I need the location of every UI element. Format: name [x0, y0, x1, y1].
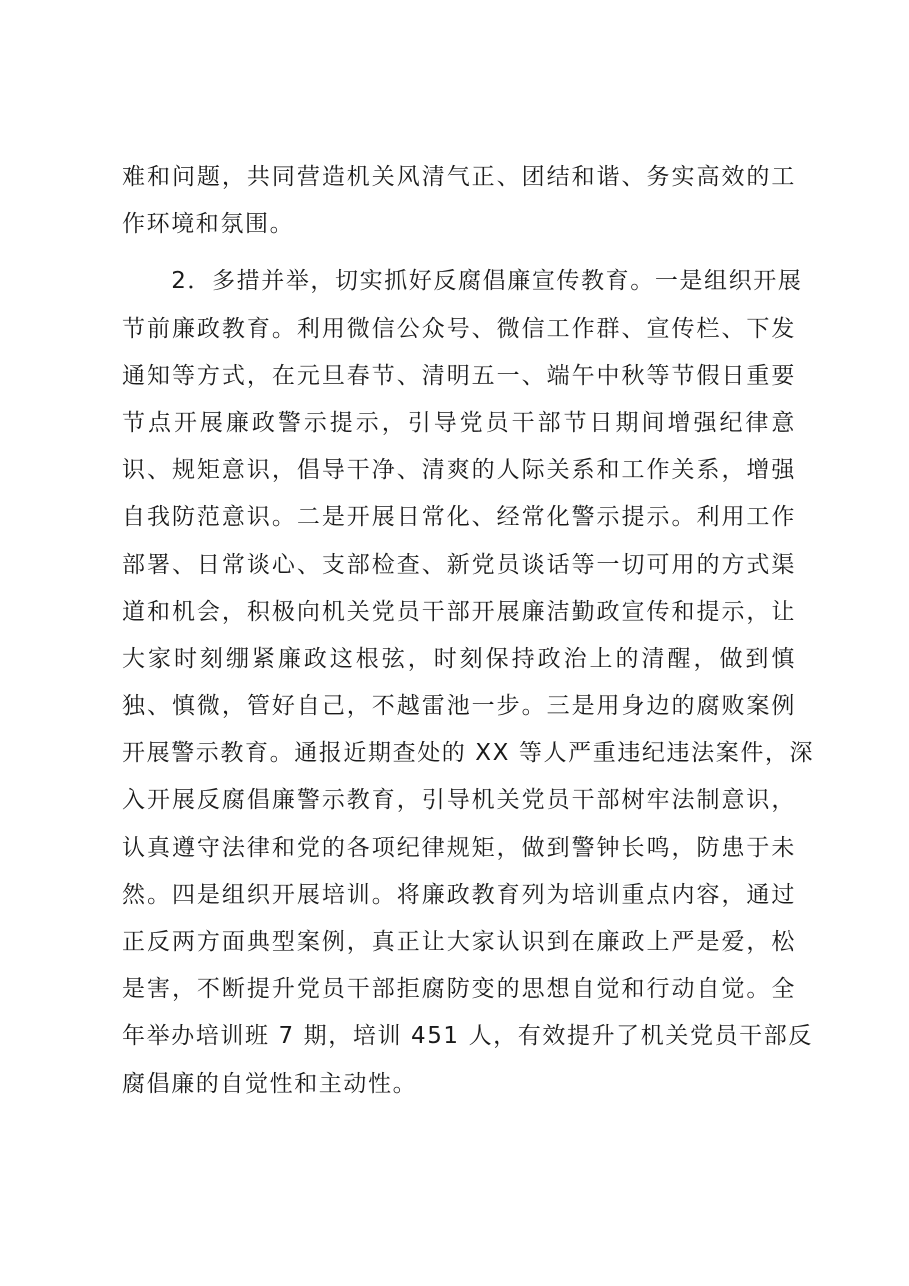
text-line: 认真遵守法律和党的各项纪律规矩，做到警钟长鸣，防患于未 — [122, 834, 796, 861]
text-line: 腐倡廉的自觉性和主动性。 — [122, 1070, 418, 1097]
text-line: 是害，不断提升党员干部拒腐防变的思想自觉和行动自觉。全 — [122, 976, 796, 1003]
text-line: 节前廉政教育。利用微信公众号、微信工作群、宣传栏、下发 — [122, 315, 796, 342]
text-line: 正反两方面典型案例，真正让大家认识到在廉政上严是爱，松 — [122, 929, 796, 955]
text-line: 入开展反腐倡廉警示教育，引导机关党员干部树牢法制意识， — [122, 787, 796, 814]
text-line: 识、规矩意识，倡导干净、清爽的人际关系和工作关系，增强 — [122, 457, 796, 484]
text-line: 大家时刻绷紧廉政这根弦，时刻保持政治上的清醒，做到慎 — [122, 645, 796, 672]
text-line: 作环境和氛围。 — [122, 211, 295, 238]
text-line: 独、慎微，管好自己，不越雷池一步。三是用身边的腐败案例 — [122, 693, 796, 720]
text-line: 难和问题，共同营造机关风清气正、团结和谐、务实高效的工 — [122, 164, 796, 190]
text-line: 通知等方式，在元旦春节、清明五一、端午中秋等节假日重要 — [122, 362, 796, 389]
text-line: 道和机会，积极向机关党员干部开展廉洁勤政宣传和提示，让 — [122, 598, 796, 625]
text-line: 然。四是组织开展培训。将廉政教育列为培训重点内容，通过 — [122, 881, 796, 908]
text-line: 自我防范意识。二是开展日常化、经常化警示提示。利用工作 — [122, 504, 796, 531]
paragraph-gap — [122, 248, 796, 258]
text-line: 开展警示教育。通报近期查处的 XX 等人严重违纪违法案件，深 — [122, 740, 815, 767]
document-body — [122, 154, 815, 1108]
text-line: 年举办培训班 7 期，培训 451 人，有效提升了机关党员干部反 — [122, 1023, 813, 1050]
text-line: 部署、日常谈心、支部检查、新党员谈话等一切可用的方式渠 — [122, 551, 796, 578]
paragraph-1 — [122, 154, 796, 248]
text-line: 节点开展廉政警示提示，引导党员干部节日期间增强纪律意 — [122, 409, 796, 436]
paragraph-2 — [122, 258, 815, 1107]
text-line: 2．多措并举，切实抓好反腐倡廉宣传教育。一是组织开展 — [122, 268, 803, 295]
